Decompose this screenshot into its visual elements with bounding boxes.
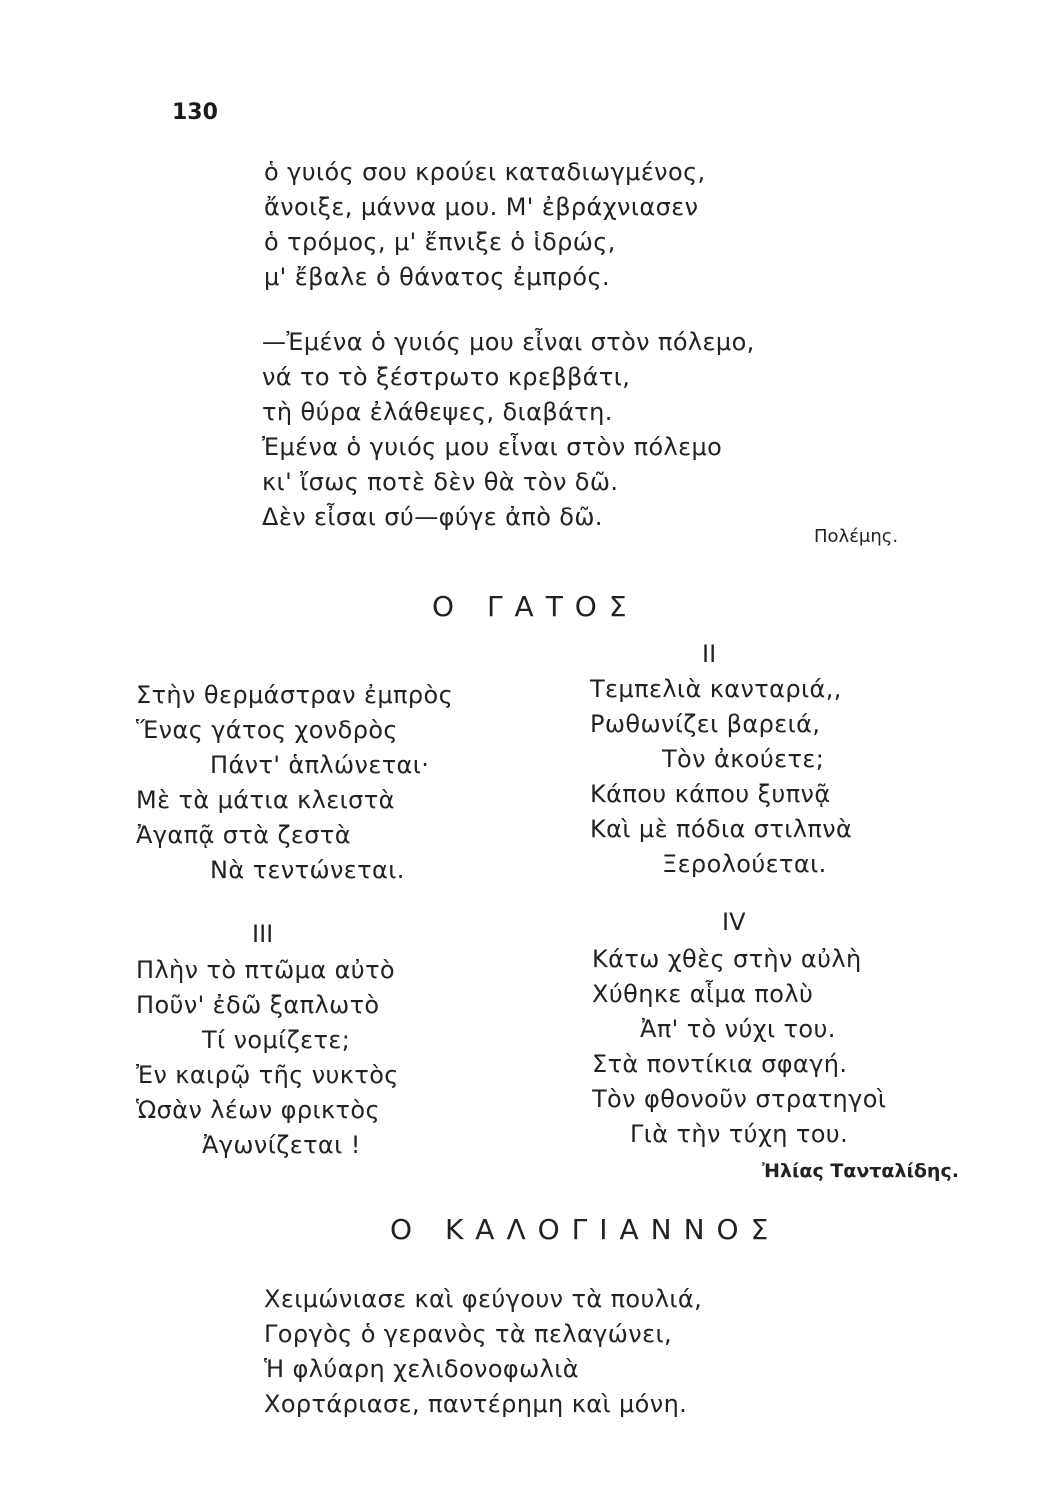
poem2-part2-numeral: II [702, 640, 717, 668]
poem1-stanza1 [264, 155, 706, 295]
poem-line: Στὰ ποντίκια σφαγή. [592, 1050, 848, 1078]
poem-line: —Ἐμένα ὁ γυιός μου εἶναι στὸν πόλεμο, [262, 328, 755, 356]
poem-line: κι' ἴσως ποτὲ δὲν θὰ τὸν δῶ. [262, 468, 619, 496]
poem-line: Ἀπ' τὸ νύχι του. [640, 1015, 836, 1043]
poem-line: Ἐν καιρῷ τῆς νυκτὸς [136, 1061, 399, 1089]
poem-line: Καὶ μὲ πόδια στιλπνὰ [590, 815, 853, 843]
poem-line: Κάτω χθὲς στὴν αὐλὴ [592, 945, 862, 973]
poem2-part3 [136, 953, 399, 1163]
poem-line: Ξερολούεται. [662, 850, 827, 878]
poem-line: Χειμώνιασε καὶ φεύγουν τὰ πουλιά, [264, 1285, 703, 1313]
poem-line: ἄνοιξε, μάννα μου. Μ' ἐβράχνιασεν [264, 193, 699, 221]
poem2-part2 [590, 672, 852, 882]
poem-line: Κάπου κάπου ξυπνᾷ [590, 780, 831, 808]
poem-line: Μὲ τὰ μάτια κλειστὰ [136, 786, 395, 814]
poem-line: Τί νομίζετε; [202, 1026, 351, 1054]
poem3-title: Ο ΚΑΛΟΓΙΑΝΝΟΣ [390, 1213, 781, 1246]
poem-line: Ποῦν' ἐδῶ ξαπλωτὸ [136, 991, 380, 1019]
poem2-title: Ο ΓΑΤΟΣ [432, 590, 639, 623]
poem2-part1 [136, 678, 453, 888]
poem-line: Πλὴν τὸ πτῶμα αὐτὸ [136, 956, 396, 984]
poem-line: τὴ θύρα ἐλάθεψες, διαβάτη. [262, 398, 613, 426]
poem-line: Τὸν ἀκούετε; [662, 745, 825, 773]
poem2-author: Ἠλίας Τανταλίδης. [762, 1160, 959, 1182]
poem-line: Γιὰ τὴν τύχη του. [630, 1120, 849, 1148]
poem-line: ὁ γυιός σου κρούει καταδιωγμένος, [264, 158, 706, 186]
poem-line: Ἐμένα ὁ γυιός μου εἶναι στὸν πόλεμο [262, 433, 723, 461]
poem-line: νά το τὸ ξέστρωτο κρεββάτι, [262, 363, 631, 391]
poem-line: Ἀγωνίζεται ! [202, 1131, 361, 1159]
poem2-part4 [592, 942, 886, 1152]
page-number: 130 [172, 100, 218, 125]
poem-line: Στὴν θερμάστραν ἐμπρὸς [136, 681, 454, 709]
poem-line: Ἡ φλύαρη χελιδονοφωλιὰ [264, 1355, 579, 1383]
poem-line: Τεμπελιὰ κανταριά,, [590, 675, 842, 703]
poem2-part3-numeral: III [252, 920, 274, 948]
poem-line: ὁ τρόμος, μ' ἔπνιξε ὁ ἱδρώς, [264, 228, 616, 256]
poem-line: Νὰ τεντώνεται. [210, 856, 405, 884]
poem-line: Χύθηκε αἷμα πολὺ [592, 980, 814, 1008]
poem-line: Γοργὸς ὁ γερανὸς τὰ πελαγώνει, [264, 1320, 673, 1348]
poem-line: Ρωθωνίζει βαρειά, [590, 710, 821, 738]
poem-line: Ἕνας γάτος χονδρὸς [136, 716, 398, 744]
poem-line: Τὸν φθονοῦν στρατηγοὶ [592, 1085, 887, 1113]
poem-line: Ἀγαπᾷ στὰ ζεστὰ [136, 821, 351, 849]
poem1-author: Πολέμης. [814, 526, 899, 547]
poem-line: μ' ἔβαλε ὁ θάνατος ἐμπρός. [264, 263, 611, 291]
poem3-stanza1 [264, 1282, 702, 1422]
poem-line: Χορτάριασε, παντέρημη καὶ μόνη. [264, 1390, 688, 1418]
poem-line: Πάντ' ἁπλώνεται· [210, 751, 430, 779]
poem2-part4-numeral: IV [722, 908, 746, 936]
poem-line: Ὡσὰν λέων φρικτὸς [136, 1096, 380, 1124]
poem1-stanza2 [262, 325, 755, 535]
poem-line: Δὲν εἶσαι σύ—φύγε ἀπὸ δῶ. [262, 503, 603, 531]
